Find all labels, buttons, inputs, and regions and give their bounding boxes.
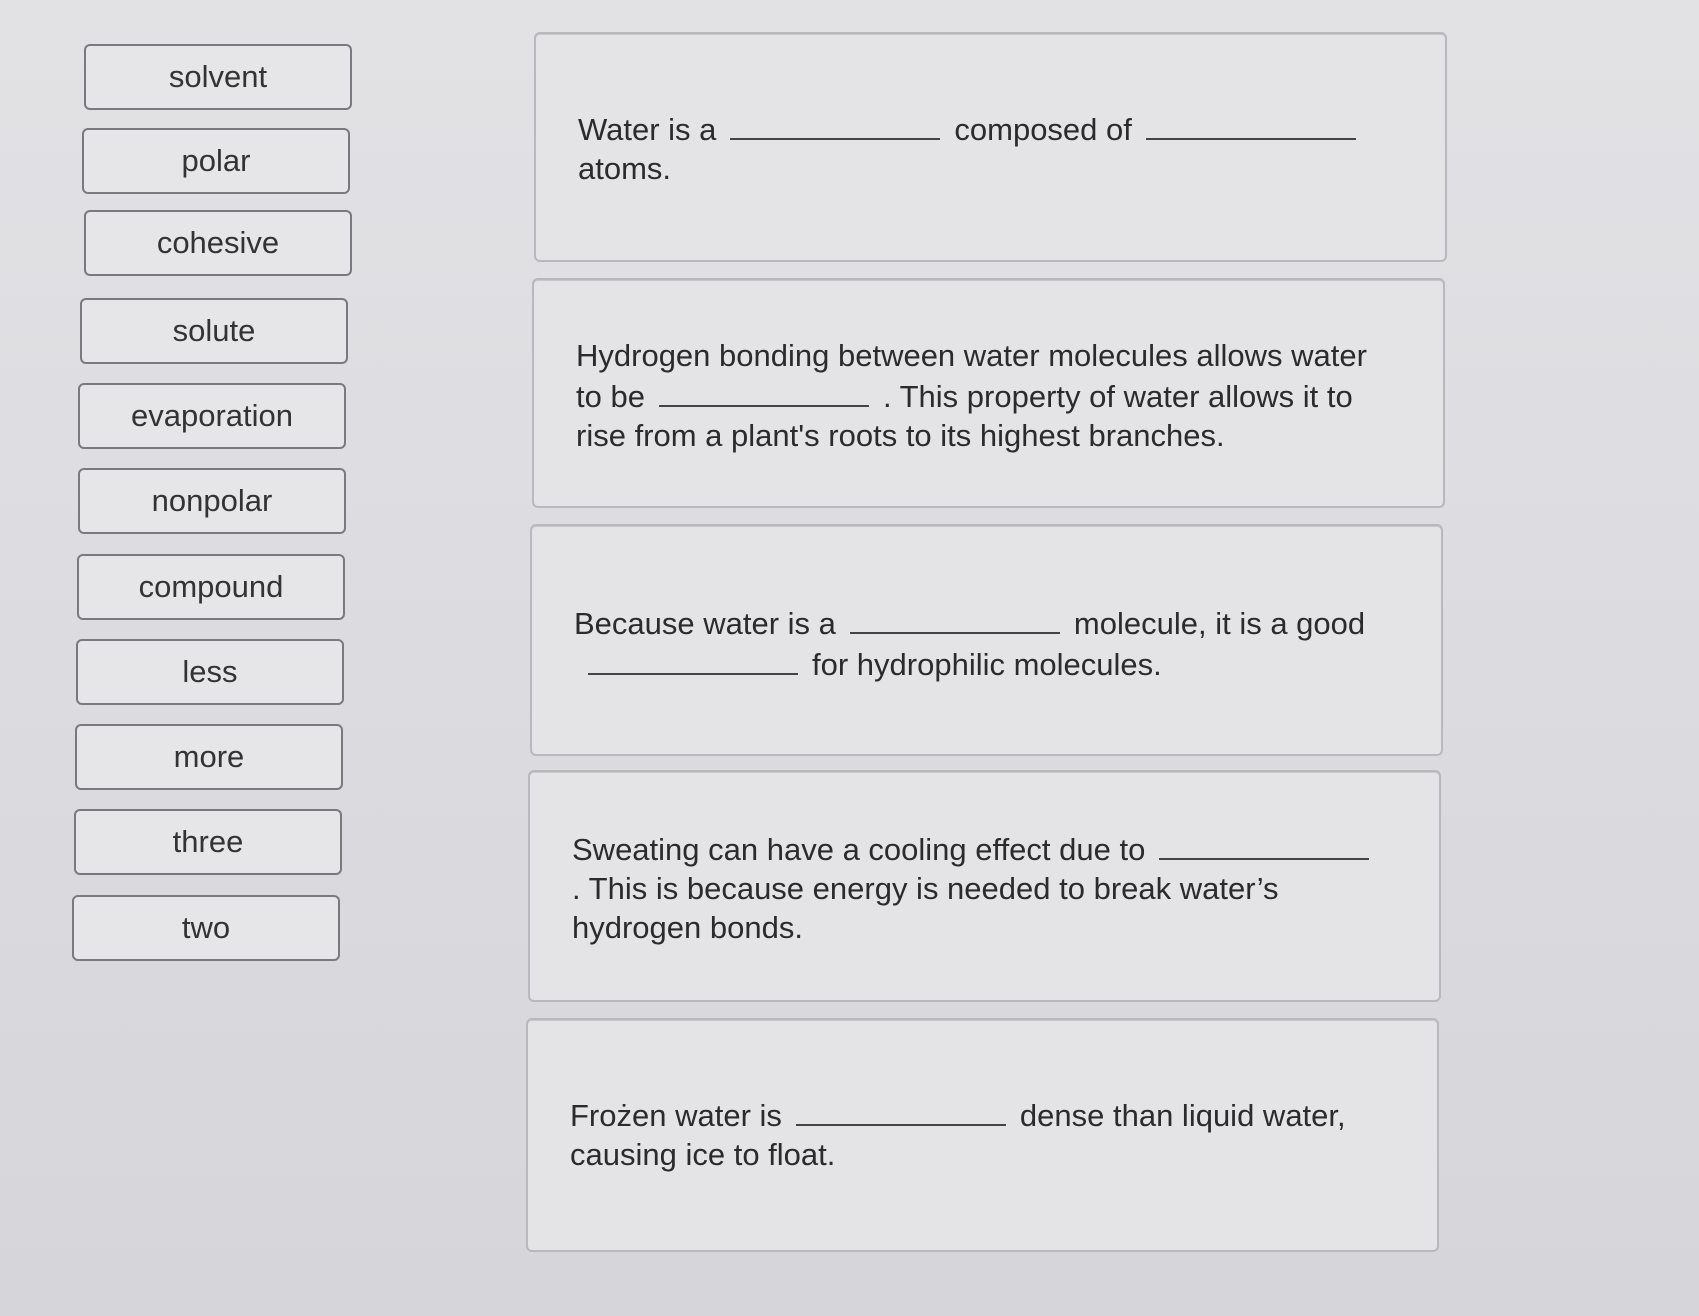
answer-chip-cohesive[interactable]: cohesive: [84, 210, 352, 276]
answer-chip-polar[interactable]: polar: [82, 128, 350, 194]
answer-chip-more[interactable]: more: [75, 724, 343, 790]
answer-chip-three[interactable]: three: [74, 809, 342, 875]
prompt-text-segment: atoms.: [578, 151, 672, 186]
prompt-card-5[interactable]: [526, 1018, 1439, 1252]
prompt-text-2: [576, 336, 1395, 455]
answer-blank[interactable]: [850, 602, 1060, 634]
prompt-text-1: [578, 108, 1397, 188]
answer-chip-two[interactable]: two: [72, 895, 340, 961]
prompt-text-segment: molecule, it is a good: [1073, 606, 1366, 641]
prompt-text-segment: . This property of water allows it to rise from a plant's roots to its highest branches.: [576, 379, 1353, 453]
answer-chip-evaporation[interactable]: evaporation: [78, 383, 346, 449]
prompt-text-5: [570, 1094, 1389, 1174]
prompt-text-segment: Water is a: [578, 112, 717, 147]
prompt-card-3[interactable]: [530, 524, 1443, 756]
answer-chip-solute[interactable]: solute: [80, 298, 348, 364]
prompt-text-4: [572, 828, 1391, 947]
answer-blank[interactable]: [796, 1094, 1006, 1126]
answer-chip-less[interactable]: less: [76, 639, 344, 705]
prompt-text-segment: . This is because energy is needed to break water’s hydrogen bonds.: [572, 871, 1279, 945]
answer-blank[interactable]: [659, 375, 869, 407]
prompt-text-segment: dense than liquid water, causing ice to float.: [570, 1098, 1346, 1172]
prompt-text-3: [574, 602, 1393, 684]
prompt-text-segment: composed of: [954, 112, 1132, 147]
answer-chip-solvent[interactable]: solvent: [84, 44, 352, 110]
answer-blank[interactable]: [588, 643, 798, 675]
answer-blank[interactable]: [1159, 828, 1369, 860]
prompt-text-segment: for hydrophilic molecules.: [812, 647, 1162, 682]
prompt-text-segment: Because water is a: [574, 606, 836, 641]
answer-chip-compound[interactable]: compound: [77, 554, 345, 620]
answer-blank[interactable]: [1146, 108, 1356, 140]
prompt-card-2[interactable]: [532, 278, 1445, 508]
prompt-card-1[interactable]: [534, 32, 1447, 262]
prompt-text-segment: Sweating can have a cooling effect due to: [572, 832, 1146, 867]
answer-chip-nonpolar[interactable]: nonpolar: [78, 468, 346, 534]
prompt-text-segment: Hydrogen bonding between water molecules allows water to be: [576, 338, 1367, 414]
prompt-text-segment: Frożen water is: [570, 1098, 782, 1133]
prompt-card-4[interactable]: [528, 770, 1441, 1002]
answer-blank[interactable]: [730, 108, 940, 140]
